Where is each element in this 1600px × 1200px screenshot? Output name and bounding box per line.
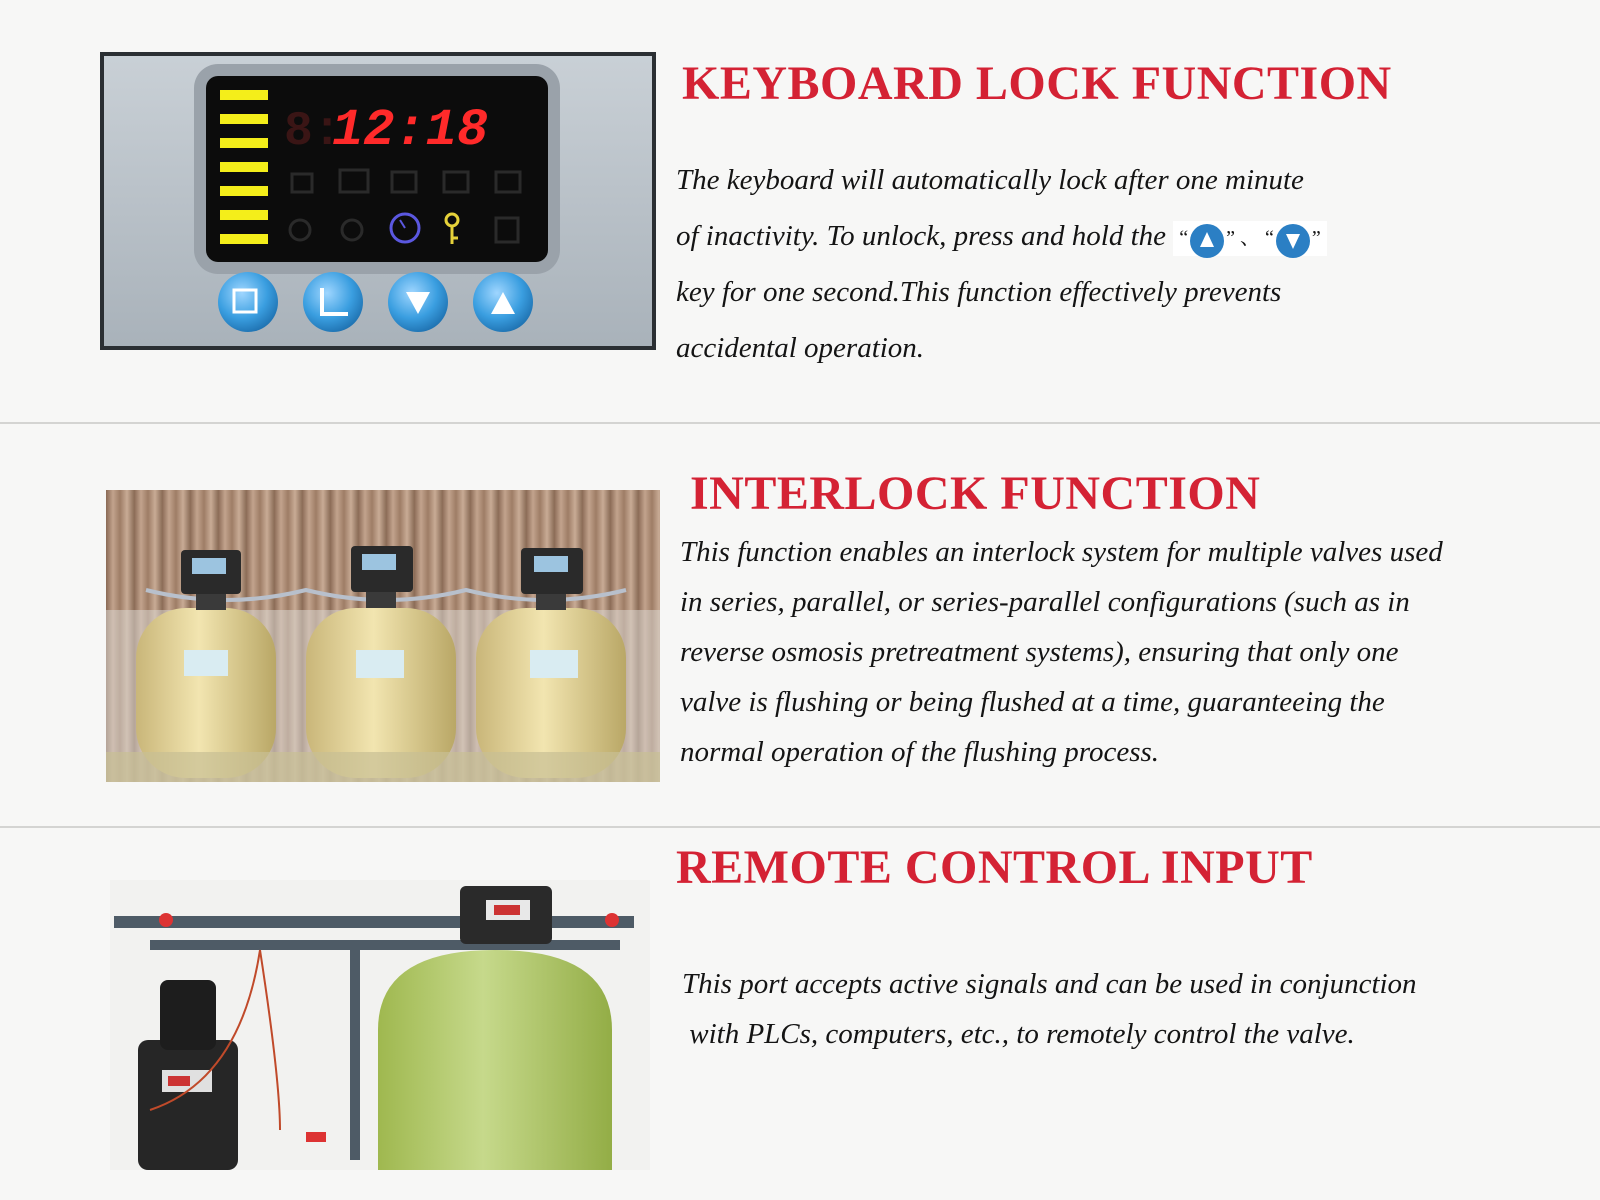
section-2-line-2: in series, parallel, or series-parallel configurations (such as in [680,586,1410,618]
section-divider-2 [0,826,1600,828]
section-2-line-1: This function enables an interlock system for multiple valves used [680,536,1443,568]
section-2-title: INTERLOCK FUNCTION [690,467,1261,520]
unlock-keys: “ ” 、 “ ” [1173,221,1327,256]
display-digits: 12:18 [332,101,489,160]
section-2-line-3: reverse osmosis pretreatment systems), ensuring that only one [680,636,1399,668]
section-1-title: KEYBOARD LOCK FUNCTION [682,57,1392,110]
section-1-line-1: The keyboard will automatically lock after one minute [676,164,1304,196]
section-3-title: REMOTE CONTROL INPUT [676,841,1313,894]
section-2-line-5: normal operation of the flushing process. [680,736,1160,768]
interlock-tanks-illustration [106,490,660,782]
display-prefix: 8: [284,105,342,159]
section-1-line-2 [676,220,1327,256]
section-3-line-2: with PLCs, computers, etc., to remotely control the valve. [682,1018,1355,1050]
control-panel-photo [100,52,656,350]
remote-control-photo [110,880,650,1170]
section-divider-1 [0,422,1600,424]
section-1-line-4: accidental operation. [676,332,925,364]
interlock-tanks-photo [106,490,660,782]
down-arrow-key-icon [1276,224,1310,258]
section-3-line-1: This port accepts active signals and can be used in conjunction [682,968,1417,1000]
section-1-line-3: key for one second.This function effectively prevents [676,276,1282,308]
control-panel-illustration [100,52,656,350]
remote-control-illustration [110,880,650,1170]
up-arrow-key-icon [1190,224,1224,258]
section-1-line-2-text: of inactivity. To unlock, press and hold the [676,220,1167,252]
section-2-line-4: valve is flushing or being flushed at a time, guaranteeing the [680,686,1385,718]
